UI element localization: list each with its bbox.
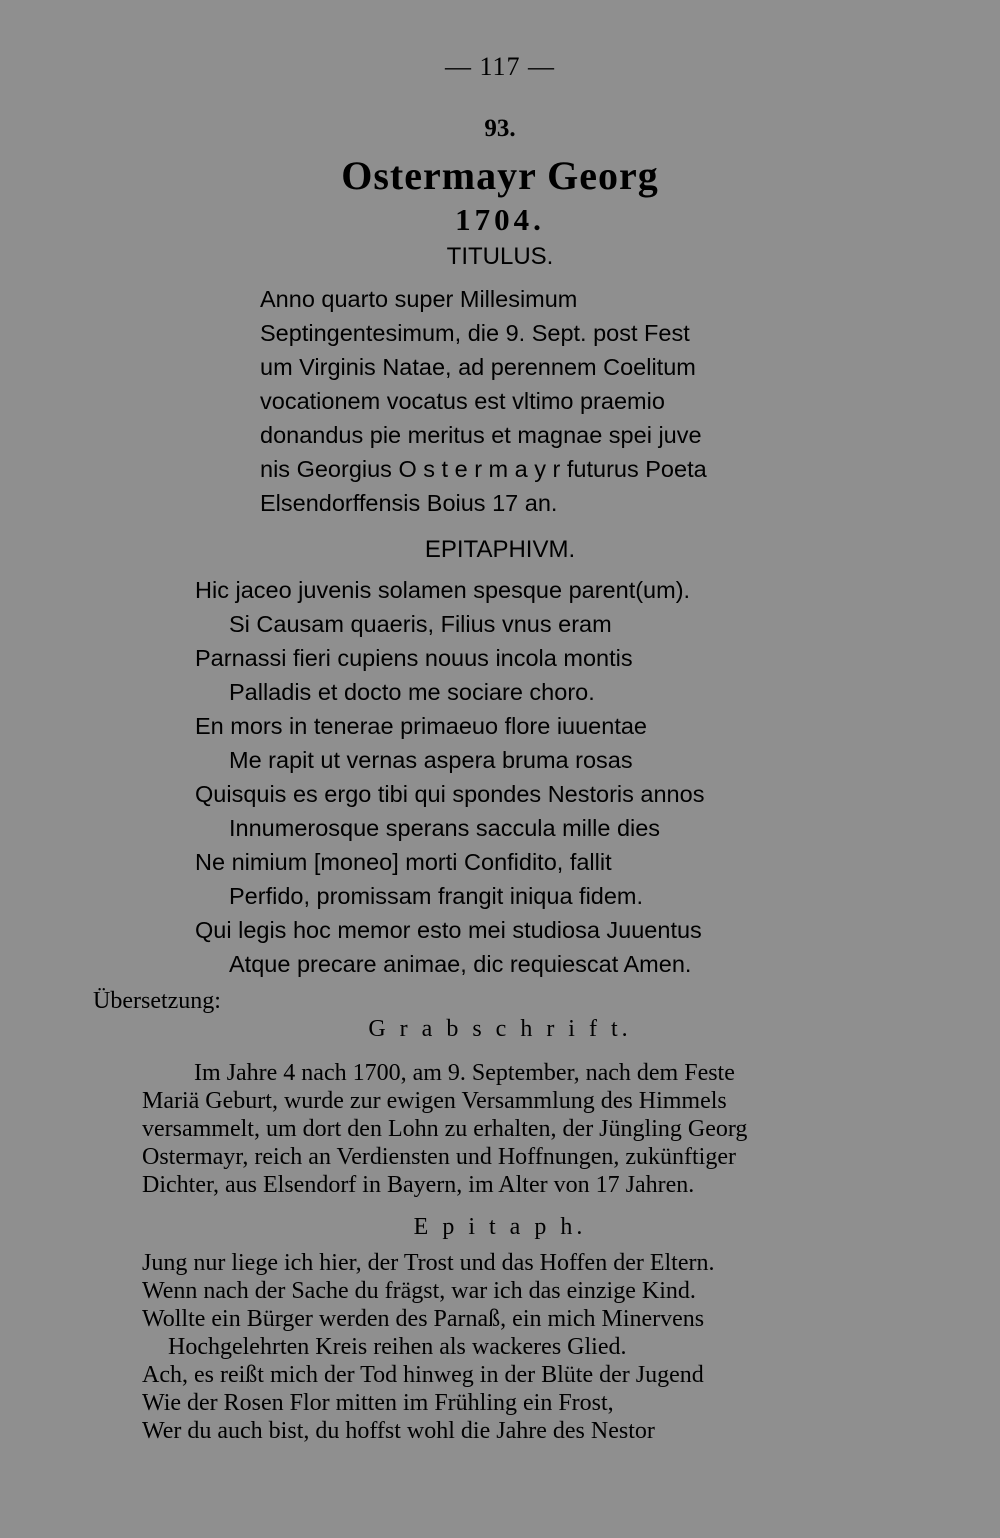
entry-number: 93. bbox=[484, 115, 516, 142]
verse-line: Wie der Rosen Flor mitten im Frühling ein Frost, bbox=[142, 1390, 614, 1416]
epitaph-verse bbox=[142, 1249, 714, 1445]
verse-line: Wer du auch bist, du hoffst wohl die Jahre des Nestor bbox=[142, 1418, 655, 1444]
verse-line: Hic jaceo juvenis solamen spesque parent(um). bbox=[195, 577, 691, 603]
verse-line: Quisquis es ergo tibi qui spondes Nestoris annos bbox=[195, 781, 705, 807]
prose-line: Dichter, aus Elsendorf in Bayern, im Alter von 17 Jahren. bbox=[142, 1172, 695, 1198]
verse-line: Hochgelehrten Kreis reihen als wackeres Glied. bbox=[168, 1334, 627, 1360]
titulus-line: donandus pie meritus et magnae spei juve bbox=[260, 422, 702, 448]
titulus-heading: TITULUS. bbox=[446, 243, 554, 270]
translation-label: Übersetzung: bbox=[93, 988, 221, 1014]
verse-line: En mors in tenerae primaeuo flore iuuentae bbox=[195, 713, 647, 739]
verse-line: Qui legis hoc memor esto mei studiosa Juuentus bbox=[195, 917, 702, 943]
person-name-heading: Ostermayr Georg bbox=[341, 153, 659, 198]
epitaphium-verse bbox=[195, 573, 704, 981]
verse-line: Palladis et docto me sociare choro. bbox=[229, 679, 595, 705]
prose-line: Mariä Geburt, wurde zur ewigen Versammlung des Himmels bbox=[142, 1088, 727, 1114]
epitaphium-heading: EPITAPHIVM. bbox=[424, 536, 576, 563]
grabschrift-text bbox=[142, 1059, 747, 1199]
verse-line: Ne nimium [moneo] morti Confidito, fallit bbox=[195, 849, 612, 875]
prose-line: Im Jahre 4 nach 1700, am 9. September, nach dem Feste bbox=[194, 1060, 735, 1086]
page-number: — 117 — bbox=[444, 52, 556, 81]
titulus-line: um Virginis Natae, ad perennem Coelitum bbox=[260, 354, 696, 380]
titulus-line: Elsendorffensis Boius 17 an. bbox=[260, 490, 558, 516]
titulus-line: nis Georgius O s t e r m a y r futurus Poeta bbox=[260, 456, 707, 482]
verse-line: Atque precare animae, dic requiescat Amen. bbox=[229, 951, 692, 977]
verse-line: Parnassi fieri cupiens nouus incola montis bbox=[195, 645, 633, 671]
verse-line: Me rapit ut vernas aspera bruma rosas bbox=[229, 747, 633, 773]
verse-line: Si Causam quaeris, Filius vnus eram bbox=[229, 611, 612, 637]
verse-line: Perfido, promissam frangit iniqua fidem. bbox=[229, 883, 644, 909]
verse-line: Jung nur liege ich hier, der Trost und das Hoffen der Eltern. bbox=[142, 1250, 715, 1276]
titulus-line: Septingentesimum, die 9. Sept. post Fest bbox=[260, 320, 690, 346]
titulus-text bbox=[260, 282, 707, 520]
epitaph-heading: E p i t a p h. bbox=[413, 1214, 587, 1240]
verse-line: Wenn nach der Sache du frägst, war ich das einzige Kind. bbox=[142, 1278, 696, 1304]
titulus-line: Anno quarto super Millesimum bbox=[260, 286, 578, 312]
verse-line: Innumerosque sperans saccula mille dies bbox=[229, 815, 661, 841]
prose-line: Ostermayr, reich an Verdiensten und Hoffnungen, zukünftiger bbox=[142, 1144, 736, 1170]
titulus-line: vocationem vocatus est vltimo praemio bbox=[260, 388, 665, 414]
prose-line: versammelt, um dort den Lohn zu erhalten, der Jüngling Georg bbox=[142, 1116, 748, 1142]
grabschrift-heading: G r a b s c h r i f t. bbox=[368, 1016, 632, 1042]
year-heading: 1704. bbox=[455, 202, 545, 237]
verse-line: Wollte ein Bürger werden des Parnaß, ein mich Minervens bbox=[142, 1306, 705, 1332]
verse-line: Ach, es reißt mich der Tod hinweg in der Blüte der Jugend bbox=[142, 1362, 704, 1388]
